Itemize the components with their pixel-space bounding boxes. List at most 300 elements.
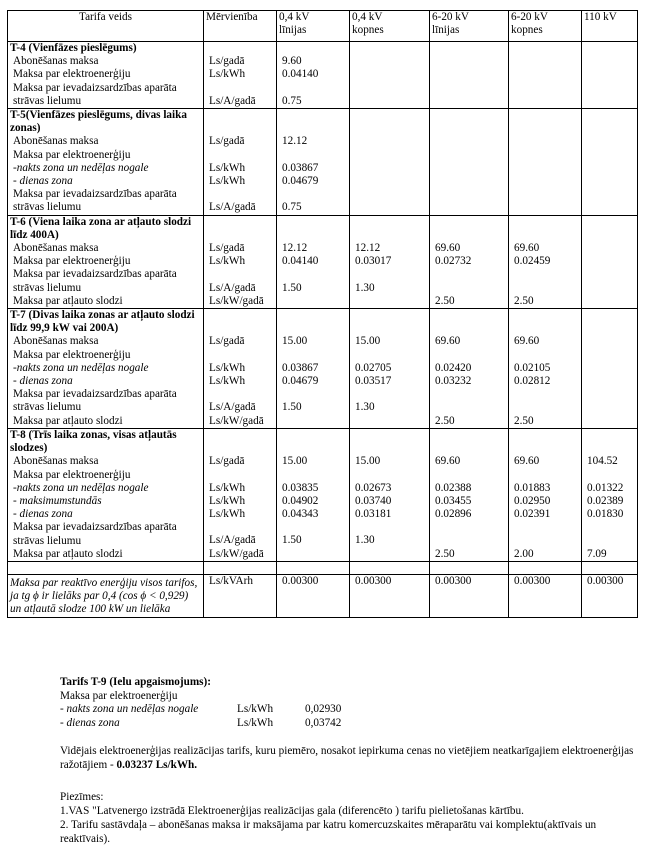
- spacer: [587, 216, 635, 229]
- spacer: [435, 216, 506, 229]
- row-value: 0.02812: [514, 375, 551, 388]
- row-value: 1.30: [355, 281, 375, 294]
- column-header-line: līnijas: [279, 24, 307, 37]
- row-value: [514, 95, 579, 108]
- reactive-value: 0.00300: [277, 574, 350, 617]
- tariff-group-title: T-6 (Viena laika zona ar atļauto slodzi līdz 400A): [10, 215, 192, 241]
- row-label: Maksa par elektroenerģiju: [13, 148, 131, 161]
- value-cell: [582, 428, 638, 561]
- spacer: [514, 429, 579, 442]
- row-value: 0.03517: [355, 375, 392, 388]
- spacer: [209, 322, 274, 335]
- spacer: [209, 268, 274, 281]
- row-value: [587, 362, 635, 375]
- column-header: [277, 11, 350, 42]
- row-value: [514, 282, 579, 295]
- spacer: [435, 122, 506, 135]
- t9-title: Tarifs T-9 (Ielu apgaismojums):: [60, 676, 211, 688]
- row-unit: Ls/A/gadā: [209, 281, 256, 294]
- spacer: [435, 229, 506, 242]
- row-value: 69.60: [435, 242, 461, 255]
- row-value: [587, 162, 635, 175]
- column-header-line: līnijas: [432, 24, 460, 37]
- row-unit: Ls/A/gadā: [209, 401, 256, 414]
- spacer: [355, 82, 427, 95]
- row-unit: Ls/kW/gadā: [209, 294, 264, 307]
- value-cell: [277, 215, 350, 308]
- row-value: [435, 95, 506, 108]
- spacer: [587, 109, 635, 122]
- row-label: Maksa par atļauto slodzi: [13, 547, 123, 560]
- spacer: [282, 429, 347, 442]
- column-header-line: kopnes: [352, 24, 384, 37]
- spacer: [355, 216, 427, 229]
- column-header-line: Tarifa veids: [79, 11, 132, 23]
- spacer: [209, 429, 274, 442]
- row-unit: [209, 149, 274, 162]
- row-value: 0.02705: [355, 361, 392, 374]
- row-value: 1.50: [282, 401, 302, 414]
- t9-subtitle: Maksa par elektroenerģiju: [60, 689, 178, 702]
- row-value: 12.12: [355, 242, 381, 255]
- spacer: [355, 429, 427, 442]
- row-value: [355, 135, 427, 148]
- row-label: -nakts zona un nedēļas nogale: [13, 361, 149, 374]
- row-value: [587, 295, 635, 308]
- row-value: 2.50: [435, 547, 455, 560]
- row-value: [435, 55, 506, 68]
- row-value: [514, 201, 579, 214]
- spacer: [435, 442, 506, 455]
- t9-row: [60, 716, 342, 731]
- tariff-group-row: [8, 428, 638, 561]
- value-cell: [277, 309, 350, 429]
- t9-row-label: - nakts zona un nedēļas nogale: [60, 703, 199, 715]
- tariff-group-row: [8, 215, 638, 308]
- row-label: -nakts zona un nedēļas nogale: [13, 161, 149, 174]
- value-cell: [350, 42, 430, 109]
- row-value: [514, 55, 579, 68]
- row-label: Abonēšanas maksa: [13, 135, 99, 148]
- row-value: 0.04902: [282, 494, 319, 507]
- row-value: [435, 468, 506, 481]
- row-value: [587, 149, 635, 162]
- row-label: Maksa par ievadaizsardzības aparāta strāvas lielumu: [13, 521, 177, 547]
- blank-cell: [509, 561, 582, 574]
- tariff-labels-cell: [8, 309, 204, 429]
- spacer: [282, 122, 347, 135]
- row-value: [355, 175, 427, 188]
- row-label: Maksa par atļauto slodzi: [13, 414, 123, 427]
- row-value: 0.04343: [282, 508, 319, 521]
- spacer: [587, 309, 635, 322]
- row-value: [514, 149, 579, 162]
- row-unit: Ls/gadā: [209, 135, 245, 148]
- row-value: [435, 201, 506, 214]
- spacer: [514, 309, 579, 322]
- spacer: [435, 188, 506, 201]
- spacer: [435, 429, 506, 442]
- tariff-labels-cell: [8, 109, 204, 216]
- row-unit: Ls/kWh: [209, 361, 246, 374]
- row-value: [355, 468, 427, 481]
- row-value: [587, 282, 635, 295]
- value-cell: [509, 109, 582, 216]
- spacer: [209, 442, 274, 455]
- row-value: 0.01830: [587, 508, 624, 521]
- spacer: [435, 268, 506, 281]
- spacer: [587, 521, 635, 534]
- row-value: 0.03867: [282, 161, 319, 174]
- row-value: 0.01322: [587, 481, 624, 494]
- row-value: 15.00: [355, 455, 381, 468]
- row-value: [587, 534, 635, 547]
- spacer: [209, 188, 274, 201]
- column-header: [430, 11, 509, 42]
- column-header-line: Mērvienība: [206, 11, 258, 23]
- row-value: [355, 68, 427, 81]
- value-cell: [350, 109, 430, 216]
- spacer: [282, 188, 347, 201]
- spacer: [355, 42, 427, 55]
- t9-row-value: 0,03742: [305, 716, 342, 729]
- reactive-label: Maksa par reaktīvo enerģiju visos tarifos, ja tg ϕ ir lielāks par 0,4 (cos ϕ < 0,929) un atļautā slodze 100 kW un lielāka: [8, 574, 204, 617]
- row-value: 69.60: [435, 335, 461, 348]
- row-unit: [209, 468, 274, 481]
- value-cell: [430, 42, 509, 109]
- row-label: Maksa par ievadaizsardzības aparāta strāvas lielumu: [13, 188, 177, 214]
- row-value: [435, 282, 506, 295]
- row-value: 15.00: [282, 335, 308, 348]
- row-value: 0.02673: [355, 481, 392, 494]
- spacer: [209, 388, 274, 401]
- row-value: [282, 295, 347, 308]
- row-label: - dienas zona: [13, 375, 73, 388]
- row-value: [587, 175, 635, 188]
- row-label: Abonēšanas maksa: [13, 242, 99, 255]
- row-unit: Ls/kWh: [209, 174, 246, 187]
- row-value: [587, 349, 635, 362]
- column-header-line: kopnes: [511, 24, 543, 37]
- row-unit: Ls/kWh: [209, 375, 246, 388]
- row-value: 0.03455: [435, 494, 472, 507]
- row-value: 0.03867: [282, 361, 319, 374]
- spacer: [587, 229, 635, 242]
- spacer: [282, 229, 347, 242]
- t9-row: [60, 703, 342, 717]
- reactive-energy-row: [8, 574, 638, 617]
- t9-row-value: 0,02930: [305, 703, 342, 715]
- spacer: [209, 82, 274, 95]
- spacer: [282, 309, 347, 322]
- blank-cell: [277, 561, 350, 574]
- row-label: Maksa par elektroenerģiju: [13, 468, 131, 481]
- row-value: 0.02391: [514, 508, 551, 521]
- row-value: [355, 349, 427, 362]
- spacer: [209, 216, 274, 229]
- row-label: Maksa par ievadaizsardzības aparāta strāvas lielumu: [13, 388, 177, 414]
- blank-cell: [582, 561, 638, 574]
- row-value: 0.02389: [587, 494, 624, 507]
- spacer: [435, 521, 506, 534]
- column-header: [582, 11, 638, 42]
- row-value: [514, 162, 579, 175]
- row-value: [435, 401, 506, 414]
- row-value: 2.00: [514, 547, 534, 560]
- row-value: 0.03017: [355, 255, 392, 268]
- row-value: [355, 201, 427, 214]
- spacer: [514, 82, 579, 95]
- unit-cell: [204, 215, 277, 308]
- spacer: [435, 109, 506, 122]
- row-value: 15.00: [282, 455, 308, 468]
- column-header-line: 0,4 kV: [279, 11, 310, 23]
- row-value: 0.02388: [435, 481, 472, 494]
- row-value: [435, 162, 506, 175]
- t9-row-label: - dienas zona: [60, 716, 120, 729]
- row-value: 69.60: [514, 335, 540, 348]
- spacer: [587, 388, 635, 401]
- row-value: [282, 548, 347, 561]
- row-value: [435, 135, 506, 148]
- spacer: [587, 42, 635, 55]
- row-label: Maksa par ievadaizsardzības aparāta strāvas lielumu: [13, 268, 177, 294]
- row-value: 0.03181: [355, 508, 392, 521]
- column-header: [204, 11, 277, 42]
- row-value: 7.09: [587, 547, 607, 560]
- row-value: [587, 415, 635, 428]
- row-value: 69.60: [435, 455, 461, 468]
- unit-cell: [204, 309, 277, 429]
- blank-cell: [430, 561, 509, 574]
- row-value: 0.04679: [282, 375, 319, 388]
- tariff-table: [7, 10, 638, 618]
- spacer: [355, 388, 427, 401]
- row-unit: Ls/kWh: [209, 494, 246, 507]
- row-value: [282, 349, 347, 362]
- value-cell: [509, 309, 582, 429]
- header-row: [8, 11, 638, 42]
- spacer: [435, 309, 506, 322]
- row-value: [587, 95, 635, 108]
- row-value: [282, 149, 347, 162]
- spacer: [209, 309, 274, 322]
- spacer: [282, 268, 347, 281]
- column-header: [350, 11, 430, 42]
- value-cell: [509, 215, 582, 308]
- row-value: 1.30: [355, 401, 375, 414]
- row-value: [435, 68, 506, 81]
- table-header: [8, 11, 638, 42]
- value-cell: [582, 215, 638, 308]
- row-label: Abonēšanas maksa: [13, 55, 99, 68]
- reactive-value: 0.00300: [582, 574, 638, 617]
- value-cell: [430, 428, 509, 561]
- row-value: 0.01883: [514, 481, 551, 494]
- unit-cell: [204, 109, 277, 216]
- row-value: 2.50: [435, 294, 455, 307]
- spacer: [355, 109, 427, 122]
- reactive-value: 0.00300: [350, 574, 430, 617]
- row-unit: Ls/kWh: [209, 161, 246, 174]
- spacer: [282, 42, 347, 55]
- row-value: [355, 295, 427, 308]
- spacer: [514, 109, 579, 122]
- spacer: [514, 229, 579, 242]
- row-value: 0.03740: [355, 494, 392, 507]
- column-header: [509, 11, 582, 42]
- note-item-2: 2. Tarifu sastāvdaļa – abonēšanas maksa ir maksājama par katru komercuzskaites mēraparātu vai komplektu(aktīvais un reaktīvais).: [60, 819, 597, 845]
- row-value: 0.02420: [435, 361, 472, 374]
- blank-cell: [350, 561, 430, 574]
- row-value: 0.02459: [514, 255, 551, 268]
- spacer: [514, 268, 579, 281]
- row-unit: Ls/kWh: [209, 481, 246, 494]
- row-label: - maksimumstundās: [13, 494, 102, 507]
- spacer: [209, 42, 274, 55]
- row-value: [587, 468, 635, 481]
- row-value: 0.02105: [514, 361, 551, 374]
- row-label: - dienas zona: [13, 175, 73, 188]
- spacer: [355, 521, 427, 534]
- blank-row: [8, 561, 638, 574]
- column-header-line: 110 kV: [584, 11, 617, 23]
- row-label: Maksa par ievadaizsardzības aparāta strāvas lielumu: [13, 81, 177, 107]
- unit-cell: [204, 428, 277, 561]
- row-value: [514, 468, 579, 481]
- value-cell: [350, 428, 430, 561]
- spacer: [209, 122, 274, 135]
- column-header-line: 6-20 kV: [511, 11, 548, 23]
- row-value: 0.75: [282, 94, 302, 107]
- column-header-line: 0,4 kV: [352, 11, 383, 23]
- row-value: 0.75: [282, 201, 302, 214]
- row-value: 15.00: [355, 335, 381, 348]
- spacer: [209, 521, 274, 534]
- reactive-value: 0.00300: [430, 574, 509, 617]
- row-value: [282, 468, 347, 481]
- row-value: [282, 415, 347, 428]
- value-cell: [277, 109, 350, 216]
- spacer: [282, 388, 347, 401]
- row-label: Maksa par elektroenerģiju: [13, 68, 131, 81]
- row-value: 9.60: [282, 55, 302, 68]
- row-label: Maksa par elektroenerģiju: [13, 348, 131, 361]
- row-value: 0.04140: [282, 68, 319, 81]
- row-value: [435, 175, 506, 188]
- t9-row-unit: Ls/kWh: [237, 703, 274, 715]
- spacer: [514, 216, 579, 229]
- spacer: [514, 322, 579, 335]
- value-cell: [277, 428, 350, 561]
- spacer: [514, 521, 579, 534]
- spacer: [587, 268, 635, 281]
- spacer: [435, 388, 506, 401]
- spacer: [514, 188, 579, 201]
- row-unit: Ls/gadā: [209, 335, 245, 348]
- spacer: [355, 442, 427, 455]
- average-tariff-value: 0.03237 Ls/kWh.: [116, 759, 198, 771]
- tariff-labels-cell: [8, 42, 204, 109]
- blank-cell: [204, 561, 277, 574]
- row-unit: Ls/gadā: [209, 55, 245, 68]
- row-value: [355, 55, 427, 68]
- tariff-group-title: T-7 (Divas laika zonas ar atļauto slodzi līdz 99,9 kW vai 200A): [10, 309, 195, 335]
- row-label: Maksa par elektroenerģiju: [13, 255, 131, 268]
- row-value: 0.02896: [435, 508, 472, 521]
- spacer: [514, 42, 579, 55]
- row-value: 0.04140: [282, 255, 319, 268]
- row-value: [514, 534, 579, 547]
- spacer: [587, 322, 635, 335]
- value-cell: [350, 309, 430, 429]
- tariff-group-row: [8, 309, 638, 429]
- row-value: 2.50: [435, 414, 455, 427]
- row-value: 1.50: [282, 281, 302, 294]
- spacer: [587, 82, 635, 95]
- row-unit: Ls/gadā: [209, 455, 245, 468]
- row-value: [587, 201, 635, 214]
- row-value: 104.52: [587, 455, 618, 468]
- tariff-labels-cell: [8, 428, 204, 561]
- spacer: [587, 122, 635, 135]
- row-value: 0.03835: [282, 481, 319, 494]
- row-value: [587, 401, 635, 414]
- tariff-group-title: T-8 (Trīs laika zonas, visas atļautās slodzes): [10, 428, 177, 455]
- average-tariff-text: Vidējais elektroenerģijas realizācijas tarifs, kuru piemēro, nosakot iepirkuma cenas no vietējiem neatkarīgajiem elektroenerģijas ražotājiem -: [60, 745, 634, 771]
- notes-section: [60, 790, 640, 846]
- row-value: [514, 135, 579, 148]
- row-value: [355, 548, 427, 561]
- spacer: [355, 309, 427, 322]
- t9-section: [60, 676, 342, 730]
- row-value: 2.50: [514, 294, 534, 307]
- row-value: 69.60: [514, 242, 540, 255]
- row-value: [587, 242, 635, 255]
- value-cell: [509, 428, 582, 561]
- unit-cell: [204, 42, 277, 109]
- spacer: [587, 188, 635, 201]
- tariff-group-title: T-5(Vienfāzes pieslēgums, divas laika zonas): [10, 109, 187, 135]
- spacer: [435, 42, 506, 55]
- row-label: Maksa par atļauto slodzi: [13, 294, 123, 307]
- row-value: 2.50: [514, 414, 534, 427]
- row-value: [355, 149, 427, 162]
- spacer: [355, 268, 427, 281]
- spacer: [355, 122, 427, 135]
- row-value: [355, 162, 427, 175]
- spacer: [282, 109, 347, 122]
- row-value: [587, 375, 635, 388]
- tariff-labels-cell: [8, 215, 204, 308]
- row-unit: Ls/kW/gadā: [209, 547, 264, 560]
- row-value: [514, 175, 579, 188]
- row-value: 1.50: [282, 534, 302, 547]
- blank-cell: [8, 561, 204, 574]
- spacer: [282, 442, 347, 455]
- row-unit: Ls/gadā: [209, 242, 245, 255]
- spacer: [282, 82, 347, 95]
- spacer: [587, 442, 635, 455]
- row-value: [355, 95, 427, 108]
- spacer: [514, 442, 579, 455]
- row-value: 12.12: [282, 242, 308, 255]
- value-cell: [277, 42, 350, 109]
- row-value: 1.30: [355, 534, 375, 547]
- spacer: [514, 122, 579, 135]
- notes-title: Piezīmes:: [60, 791, 104, 803]
- spacer: [282, 216, 347, 229]
